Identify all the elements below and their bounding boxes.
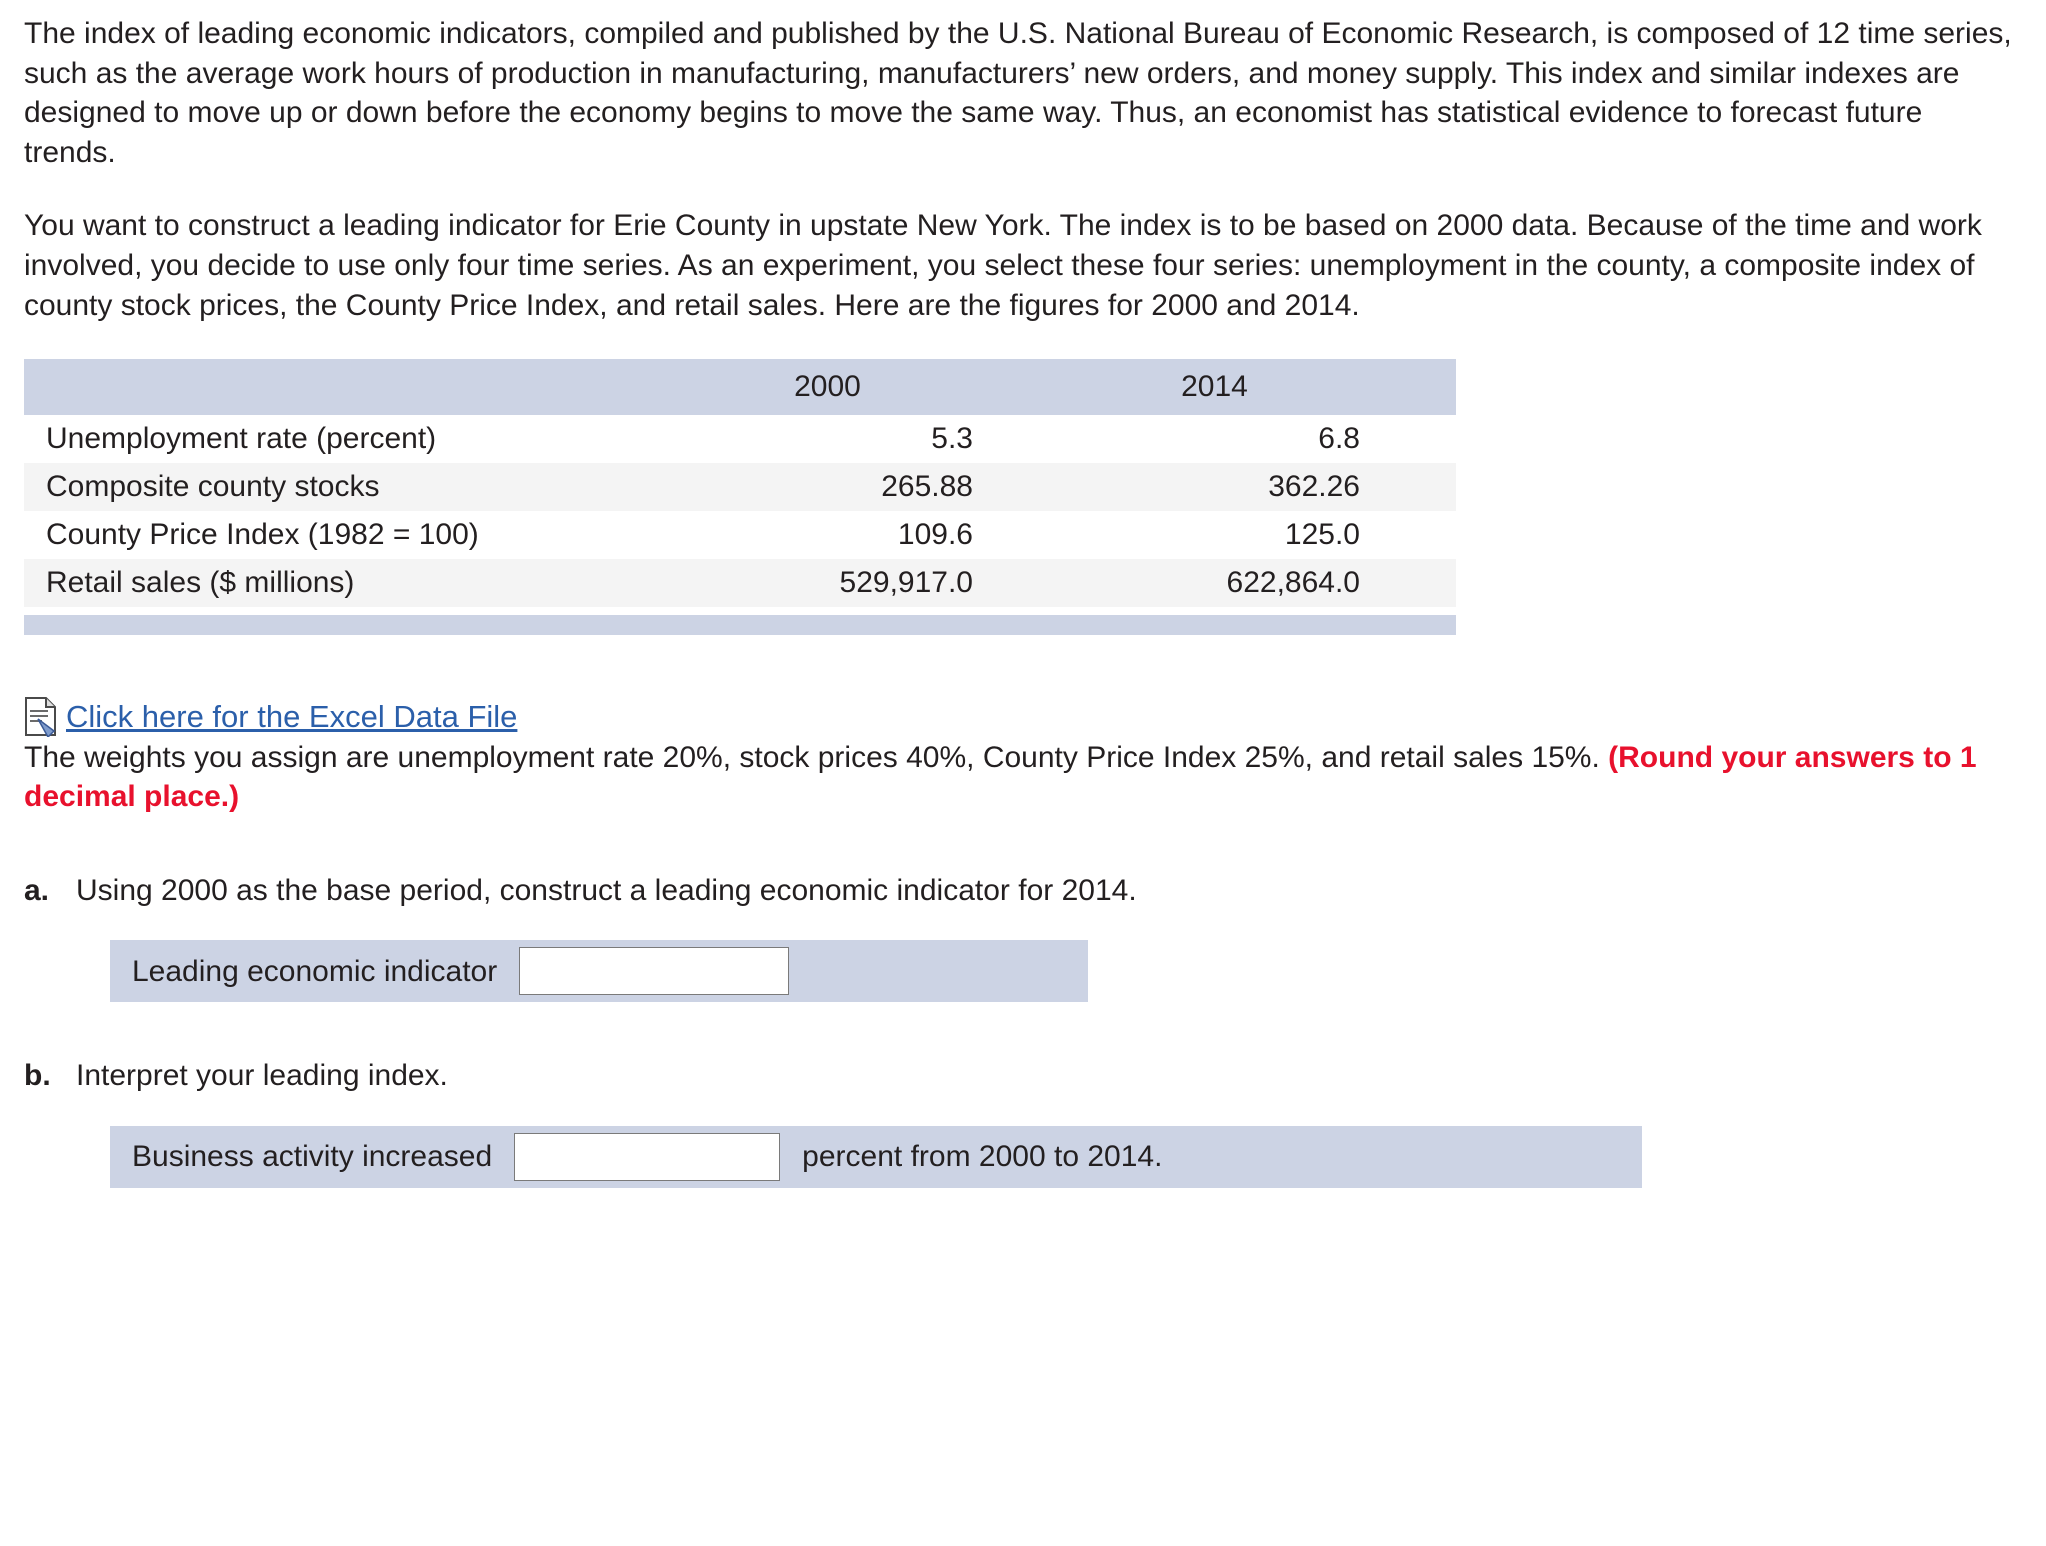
table-row	[24, 559, 1456, 607]
row-value-2014: 622,864.0	[1069, 559, 1456, 607]
row-label: Retail sales ($ millions)	[24, 559, 682, 607]
business-activity-percent-input[interactable]	[514, 1133, 780, 1181]
row-value-2014: 125.0	[1069, 511, 1456, 559]
question-b	[24, 1056, 2022, 1096]
row-value-2014: 6.8	[1069, 415, 1456, 463]
question-a-text: Using 2000 as the base period, construct a leading economic indicator for 2014.	[76, 873, 1137, 907]
question-b-letter: b.	[24, 1059, 51, 1093]
figures-table	[24, 359, 1456, 607]
table-footer-bar	[24, 615, 1456, 635]
question-b-text: Interpret your leading index.	[76, 1059, 448, 1093]
figures-table-wrapper	[24, 359, 1456, 635]
table-header-2014: 2014	[1069, 359, 1456, 415]
table-header-row	[24, 359, 1456, 415]
intro-paragraph-1: The index of leading economic indicators, compiled and published by the U.S. National Bureau of Economic Research, is composed of 12 time series, such as the average work hours of production in manufacturing, manufacturers’ new orders, and money supply. This index and similar indexes are designed to move up or down before the economy begins to move the same way. Thus, an economist has statistical evidence to forecast future trends.	[24, 17, 2012, 169]
row-label: County Price Index (1982 = 100)	[24, 511, 682, 559]
table-row	[24, 415, 1456, 463]
row-value-2000: 529,917.0	[682, 559, 1069, 607]
row-label: Composite county stocks	[24, 463, 682, 511]
answer-row-a	[110, 940, 1088, 1002]
table-header-blank	[24, 359, 682, 415]
weights-paragraph	[24, 738, 2022, 817]
answer-row-b	[110, 1126, 1642, 1188]
answer-a-label: Leading economic indicator	[132, 954, 498, 988]
table-row	[24, 511, 1456, 559]
table-head	[24, 359, 1456, 415]
row-value-2000: 5.3	[682, 415, 1069, 463]
excel-data-file-link[interactable]: Click here for the Excel Data File	[66, 698, 518, 734]
leading-economic-indicator-input[interactable]	[519, 947, 789, 995]
table-header-2000: 2000	[682, 359, 1069, 415]
excel-file-icon	[24, 697, 58, 737]
question-a	[24, 871, 2022, 911]
row-value-2000: 265.88	[682, 463, 1069, 511]
weights-text: The weights you assign are unemployment rate 20%, stock prices 40%, County Price Index 25%, and retail sales 15%.	[24, 740, 1609, 774]
question-a-letter: a.	[24, 873, 50, 907]
table-body	[24, 415, 1456, 607]
answer-b-suffix: percent from 2000 to 2014.	[802, 1140, 1163, 1174]
intro-paragraph-2: You want to construct a leading indicator for Erie County in upstate New York. The index is to be based on 2000 data. Because of the time and work involved, you decide to use only four time series. As an experiment, you select these four series: unemployment in the county, a composite index of county stock prices, the County Price Index, and retail sales. Here are the figures for 2000 and 2014.	[24, 209, 1982, 322]
excel-data-file-row[interactable]	[24, 697, 2022, 738]
row-label: Unemployment rate (percent)	[24, 415, 682, 463]
table-row	[24, 463, 1456, 511]
row-value-2014: 362.26	[1069, 463, 1456, 511]
rounding-instruction: (Round your answers to 1 decimal place.)	[24, 740, 1977, 814]
row-value-2000: 109.6	[682, 511, 1069, 559]
answer-b-label: Business activity increased	[132, 1140, 493, 1174]
